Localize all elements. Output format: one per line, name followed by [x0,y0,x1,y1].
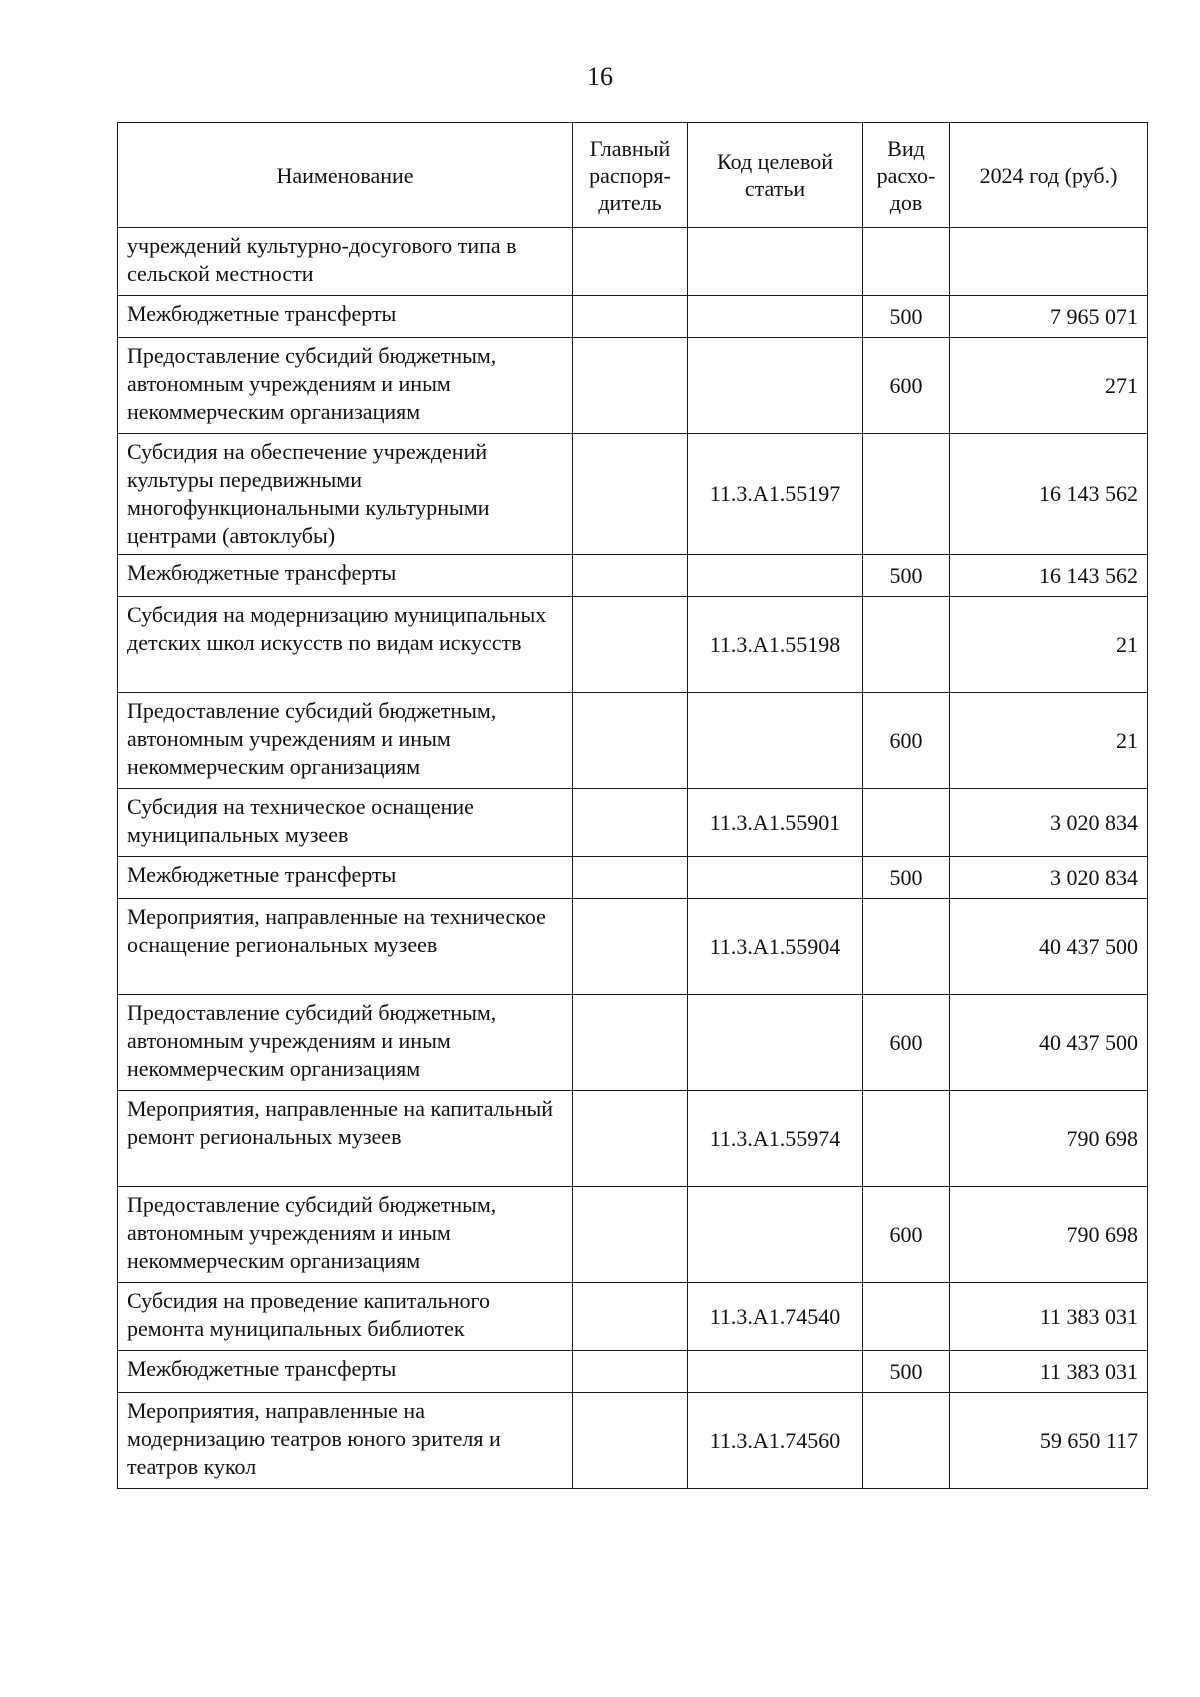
cell-amount: 7 965 071 [950,296,1148,338]
cell-code: 11.3.A1.74540 [688,1283,863,1351]
cell-name: Субсидия на техническое оснащение муниципальных музеев [118,789,573,857]
cell-manager [573,857,688,899]
cell-amount: 271 [950,338,1148,434]
table-row [118,1187,1148,1283]
cell-type [863,228,950,296]
cell-amount: 790 698 [950,1091,1148,1187]
cell-name: Субсидия на обеспечение учреждений культуры передвижными многофункциональными культурными центрами (автоклубы) [118,434,573,555]
cell-name: Межбюджетные трансферты [118,555,573,597]
cell-manager [573,1091,688,1187]
cell-type [863,899,950,995]
cell-manager [573,338,688,434]
cell-amount: 3 020 834 [950,857,1148,899]
cell-name: Субсидия на модернизацию муниципальных детских школ искусств по видам искусств [118,597,573,693]
cell-type: 600 [863,995,950,1091]
table-body [118,228,1148,1489]
header-manager: Главный распоря-дитель [573,123,688,228]
cell-code: 11.3.A1.55901 [688,789,863,857]
table-row [118,899,1148,995]
cell-amount: 11 383 031 [950,1351,1148,1393]
cell-name: Предоставление субсидий бюджетным, автономным учреждениям и иным некоммерческим организациям [118,338,573,434]
cell-amount: 21 [950,597,1148,693]
cell-name: Субсидия на проведение капитального ремонта муниципальных библиотек [118,1283,573,1351]
cell-manager [573,1351,688,1393]
cell-manager [573,597,688,693]
cell-amount: 11 383 031 [950,1283,1148,1351]
cell-amount: 21 [950,693,1148,789]
cell-name: Предоставление субсидий бюджетным, автономным учреждениям и иным некоммерческим организациям [118,1187,573,1283]
cell-code: 11.3.A1.74560 [688,1393,863,1489]
cell-manager [573,899,688,995]
table-row [118,1393,1148,1489]
header-type: Вид расхо-дов [863,123,950,228]
cell-name: Межбюджетные трансферты [118,296,573,338]
cell-name: Мероприятия, направленные на техническое оснащение региональных музеев [118,899,573,995]
cell-code [688,1351,863,1393]
cell-manager [573,789,688,857]
table-row [118,228,1148,296]
cell-type: 500 [863,555,950,597]
cell-name: Предоставление субсидий бюджетным, автономным учреждениям и иным некоммерческим организациям [118,693,573,789]
cell-code [688,1187,863,1283]
cell-manager [573,228,688,296]
cell-type: 600 [863,338,950,434]
cell-manager [573,1187,688,1283]
cell-name: Предоставление субсидий бюджетным, автономным учреждениям и иным некоммерческим организациям [118,995,573,1091]
cell-manager [573,693,688,789]
header-row [118,123,1148,228]
table-row [118,1091,1148,1187]
cell-manager [573,296,688,338]
cell-code: 11.3.A1.55197 [688,434,863,555]
table-row [118,597,1148,693]
cell-code: 11.3.A1.55974 [688,1091,863,1187]
cell-type: 500 [863,1351,950,1393]
table-header [118,123,1148,228]
cell-amount: 3 020 834 [950,789,1148,857]
budget-table [117,122,1148,1489]
cell-name: Межбюджетные трансферты [118,1351,573,1393]
cell-name: учреждений культурно-досугового типа в сельской местности [118,228,573,296]
cell-manager [573,995,688,1091]
table-row [118,857,1148,899]
table-row [118,338,1148,434]
cell-manager [573,555,688,597]
table-row [118,1283,1148,1351]
cell-type [863,1393,950,1489]
cell-code [688,555,863,597]
table-row [118,555,1148,597]
cell-type [863,1091,950,1187]
cell-code: 11.3.A1.55904 [688,899,863,995]
cell-amount: 59 650 117 [950,1393,1148,1489]
cell-manager [573,1393,688,1489]
cell-name: Мероприятия, направленные на модернизацию театров юного зрителя и театров кукол [118,1393,573,1489]
cell-type: 500 [863,296,950,338]
cell-type [863,597,950,693]
cell-type: 500 [863,857,950,899]
cell-amount: 16 143 562 [950,434,1148,555]
cell-type: 600 [863,693,950,789]
table-row [118,693,1148,789]
cell-code [688,693,863,789]
cell-code: 11.3.A1.55198 [688,597,863,693]
table-row [118,296,1148,338]
cell-amount: 40 437 500 [950,899,1148,995]
page-number: 16 [587,62,613,91]
table-row [118,995,1148,1091]
table-row [118,434,1148,555]
cell-code [688,857,863,899]
header-amount: 2024 год (руб.) [950,123,1148,228]
cell-code [688,995,863,1091]
cell-manager [573,434,688,555]
cell-type [863,789,950,857]
cell-type: 600 [863,1187,950,1283]
cell-type [863,1283,950,1351]
table-row [118,1351,1148,1393]
cell-code [688,228,863,296]
cell-amount: 40 437 500 [950,995,1148,1091]
table-row [118,789,1148,857]
cell-amount: 790 698 [950,1187,1148,1283]
header-code: Код целевой статьи [688,123,863,228]
cell-amount: 16 143 562 [950,555,1148,597]
cell-amount [950,228,1148,296]
cell-name: Межбюджетные трансферты [118,857,573,899]
header-name: Наименование [118,123,573,228]
cell-name: Мероприятия, направленные на капитальный ремонт региональных музеев [118,1091,573,1187]
cell-type [863,434,950,555]
cell-code [688,338,863,434]
cell-manager [573,1283,688,1351]
cell-code [688,296,863,338]
